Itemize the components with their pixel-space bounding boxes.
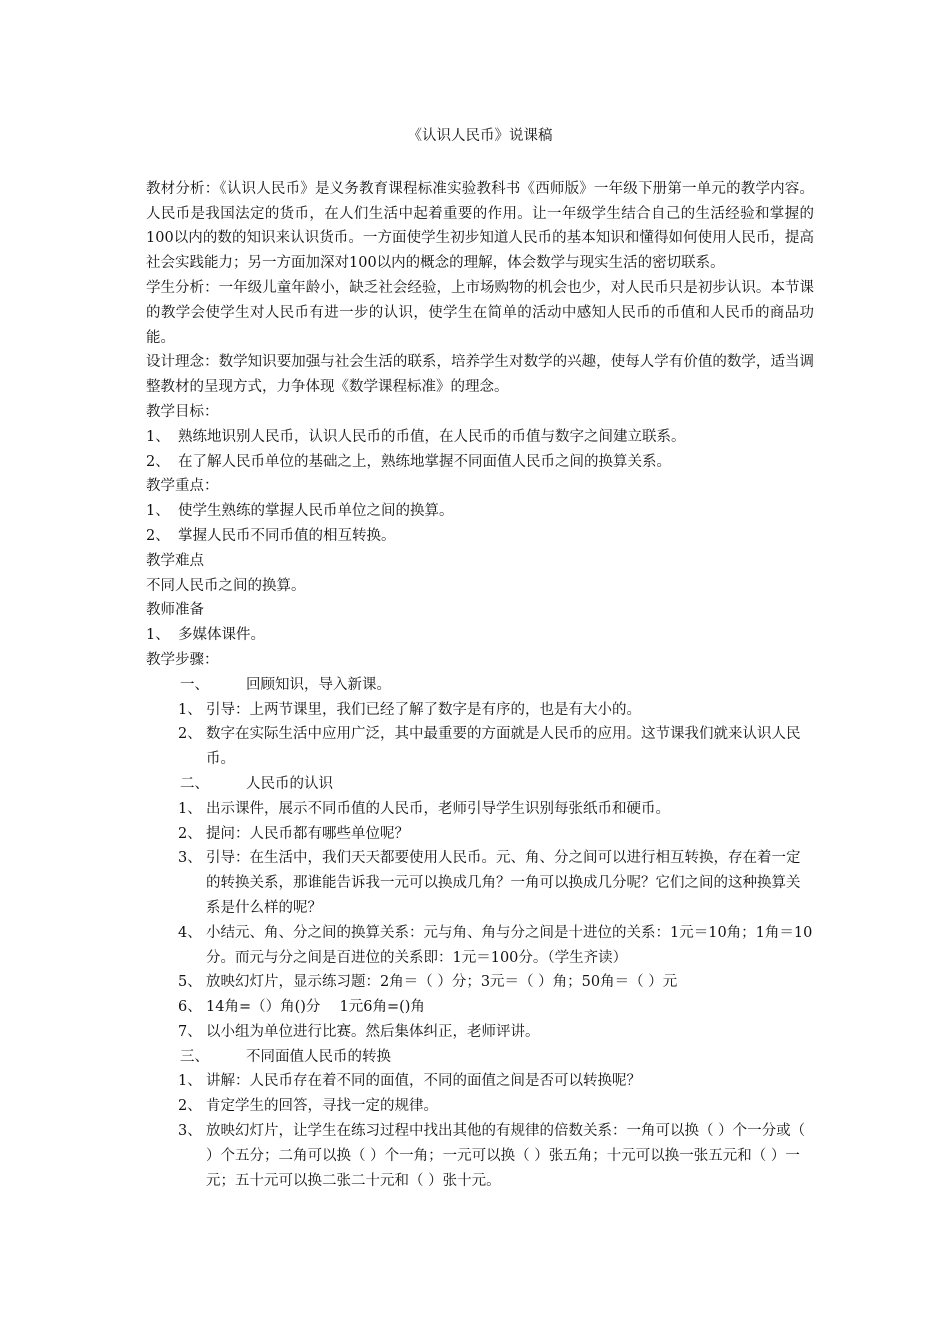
section-number: 一、 bbox=[180, 676, 209, 693]
step-number: 4、 bbox=[178, 924, 202, 941]
step-item bbox=[146, 1119, 814, 1193]
step-number: 2、 bbox=[178, 726, 202, 743]
prep-item bbox=[146, 623, 814, 648]
keypoint-item bbox=[146, 524, 814, 549]
prep-text: 多媒体课件。 bbox=[178, 627, 265, 644]
steps-heading: 教学步骤： bbox=[146, 651, 219, 668]
section-title: 人民币的认识 bbox=[246, 775, 333, 792]
step-text: 放映幻灯片，让学生在练习过程中找出其他的有规律的倍数关系：一角可以换（ ）个一分或（ ）个五分；二角可以换（ ）个一角；一元可以换（ ）张五角；十元可以换一张五元和（ ）一元；五十元可以换二张二十元和（ ）张十元。 bbox=[206, 1123, 806, 1189]
step-section-heading bbox=[146, 673, 814, 698]
step-item bbox=[146, 698, 814, 723]
step-item bbox=[146, 970, 814, 995]
keypoint-text: 掌握人民币不同币值的相互转换。 bbox=[178, 527, 396, 544]
goals-heading: 教学目标： bbox=[146, 403, 219, 420]
step-number: 2、 bbox=[178, 825, 202, 842]
keypoint-item bbox=[146, 499, 814, 524]
step-number: 2、 bbox=[178, 1098, 202, 1115]
goal-text: 在了解人民币单位的基础之上，熟练地掌握不同面值人民币之间的换算关系。 bbox=[178, 453, 671, 470]
step-item bbox=[146, 995, 814, 1020]
student-analysis: 学生分析：一年级儿童年龄小，缺乏社会经验，上市场购物的机会也少，对人民币只是初步认识。本节课的教学会使学生对人民币有进一步的认识，使学生在简单的活动中感知人民币的币值和人民币的商品功能。 bbox=[146, 279, 814, 346]
section-title: 回顾知识，导入新课。 bbox=[246, 676, 391, 693]
step-text: 放映幻灯片，显示练习题：2角＝（ ）分；3元＝（ ）角；50角＝（ ）元 bbox=[206, 974, 678, 991]
step-text: 肯定学生的回答，寻找一定的规律。 bbox=[206, 1098, 438, 1115]
step-item bbox=[146, 797, 814, 822]
keypoint-number: 2、 bbox=[146, 527, 170, 544]
prep-number: 1、 bbox=[146, 627, 170, 644]
step-text: 小结元、角、分之间的换算关系：元与角、角与分之间是十进位的关系：1元＝10角；1角＝10分。而元与分之间是百进位的关系即：1元＝100分。（学生齐读） bbox=[206, 924, 813, 966]
step-number: 3、 bbox=[178, 1123, 202, 1140]
difficulty-text: 不同人民币之间的换算。 bbox=[146, 577, 306, 594]
step-text: 提问：人民币都有哪些单位呢？ bbox=[206, 825, 409, 842]
step-item bbox=[146, 1020, 814, 1045]
step-item bbox=[146, 1069, 814, 1094]
step-number: 5、 bbox=[178, 974, 202, 991]
goal-number: 1、 bbox=[146, 428, 170, 445]
difficulty-heading: 教学难点 bbox=[146, 552, 204, 569]
step-number: 3、 bbox=[178, 850, 202, 867]
document-title: 《认识人民币》说课稿 bbox=[407, 128, 553, 144]
step-item bbox=[146, 846, 814, 920]
document-page bbox=[146, 124, 814, 1193]
step-number: 1、 bbox=[178, 800, 202, 817]
prep-heading: 教师准备 bbox=[146, 602, 204, 619]
step-number: 7、 bbox=[178, 1023, 202, 1040]
step-item bbox=[146, 1094, 814, 1119]
step-text: 以小组为单位进行比赛。然后集体纠正，老师评讲。 bbox=[206, 1023, 540, 1040]
step-text: 讲解：人民币存在着不同的面值，不同的面值之间是否可以转换呢？ bbox=[206, 1073, 641, 1090]
step-number: 1、 bbox=[178, 1073, 202, 1090]
step-number: 1、 bbox=[178, 701, 202, 718]
goal-number: 2、 bbox=[146, 453, 170, 470]
section-number: 三、 bbox=[180, 1048, 209, 1065]
step-item bbox=[146, 722, 814, 772]
keypoint-text: 使学生熟练的掌握人民币单位之间的换算。 bbox=[178, 503, 454, 520]
step-number: 6、 bbox=[178, 999, 202, 1016]
material-analysis: 教材分析：《认识人民币》是义务教育课程标准实验教科书《西师版》一年级下册第一单元的教学内容。人民币是我国法定的货币，在人们生活中起着重要的作用。让一年级学生结合自己的生活经验和掌握的100以内的数的知识来认识货币。一方面使学生初步知道人民币的基本知识和懂得如何使用人民币，提高社会实践能力；另一方面加深对100以内的概念的理解，体会数学与现实生活的密切联系。 bbox=[146, 180, 814, 272]
step-item bbox=[146, 822, 814, 847]
keypoints-heading: 教学重点： bbox=[146, 478, 219, 495]
step-text: 14角=（）角()分 1元6角=()角 bbox=[206, 999, 425, 1016]
step-section-heading bbox=[146, 1045, 814, 1070]
section-number: 二、 bbox=[180, 775, 209, 792]
step-text: 出示课件，展示不同币值的人民币，老师引导学生识别每张纸币和硬币。 bbox=[206, 800, 670, 817]
design-concept: 设计理念：数学知识要加强与社会生活的联系，培养学生对数学的兴趣，使每人学有价值的数学，适当调整教材的呈现方式，力争体现《数学课程标准》的理念。 bbox=[146, 354, 814, 396]
step-item bbox=[146, 921, 814, 971]
step-section-heading bbox=[146, 772, 814, 797]
step-text: 引导：在生活中，我们天天都要使用人民币。元、角、分之间可以进行相互转换，存在着一定的转换关系，那谁能告诉我一元可以换成几角？一角可以换成几分呢？它们之间的这种换算关系是什么样的呢？ bbox=[206, 850, 801, 916]
step-text: 引导：上两节课里，我们已经了解了数字是有序的，也是有大小的。 bbox=[206, 701, 641, 718]
section-title: 不同面值人民币的转换 bbox=[246, 1048, 391, 1065]
goal-item bbox=[146, 425, 814, 450]
goal-item bbox=[146, 450, 814, 475]
keypoint-number: 1、 bbox=[146, 503, 170, 520]
step-text: 数字在实际生活中应用广泛，其中最重要的方面就是人民币的应用。这节课我们就来认识人民币。 bbox=[206, 726, 801, 768]
goal-text: 熟练地识别人民币，认识人民币的币值，在人民币的币值与数字之间建立联系。 bbox=[178, 428, 686, 445]
